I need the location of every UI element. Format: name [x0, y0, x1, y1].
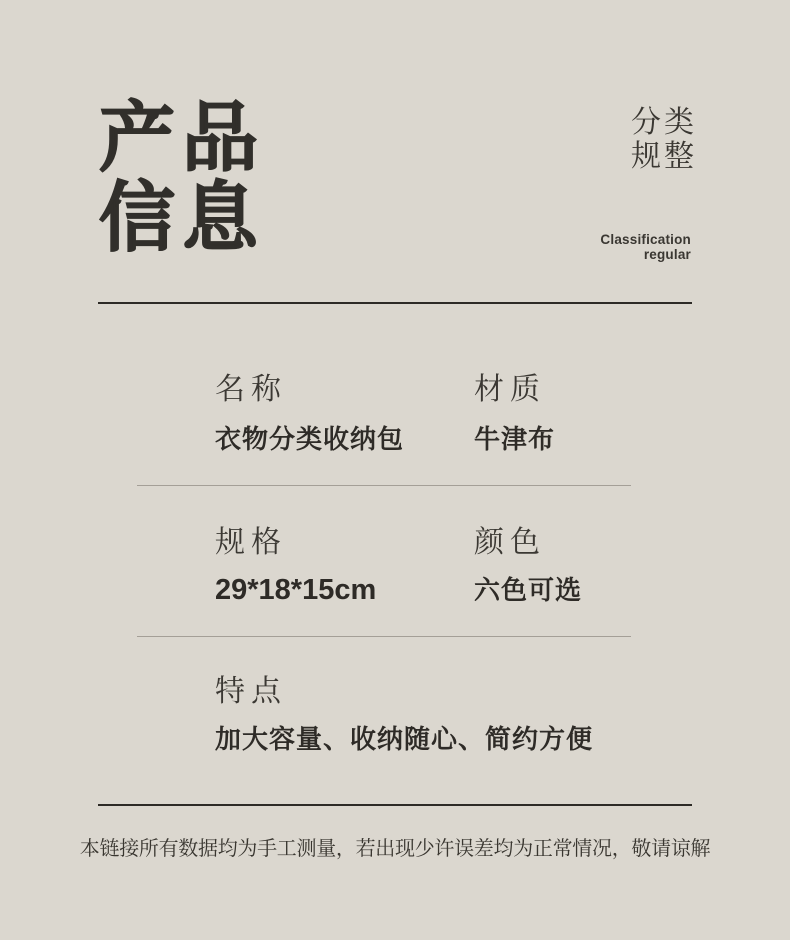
spec-value-features: 加大容量、收纳随心、简约方便 [215, 724, 594, 754]
tagline-chinese-line2: 规整 [631, 140, 697, 173]
footer-disclaimer: 本链接所有数据均为手工测量，若出现少许误差均为正常情况，敬请谅解 [79, 838, 711, 860]
spec-label-size: 规格 [215, 526, 287, 559]
spec-label-features: 特点 [215, 675, 287, 708]
page-title-line1: 产品 [99, 96, 265, 181]
divider-top [98, 302, 692, 304]
tagline-english-line2: regular [643, 246, 691, 262]
spec-value-size: 29*18*15cm [215, 574, 377, 606]
tagline-chinese [631, 106, 697, 174]
tagline-chinese-line1: 分类 [631, 106, 697, 139]
spec-value-color: 六色可选 [474, 575, 583, 605]
page-title-line2: 信息 [99, 176, 265, 261]
tagline-english-line1: Classification [600, 232, 691, 247]
tagline-english [600, 233, 691, 262]
spec-label-name: 名称 [215, 373, 287, 406]
divider-bottom [98, 804, 692, 806]
spec-value-material: 牛津布 [474, 424, 556, 454]
spec-value-name: 衣物分类收纳包 [215, 424, 405, 454]
spec-label-material: 材质 [474, 373, 546, 406]
spec-label-color: 颜色 [474, 526, 546, 559]
page-title [99, 96, 265, 261]
divider-section-2 [137, 636, 631, 637]
divider-section-1 [137, 485, 631, 486]
